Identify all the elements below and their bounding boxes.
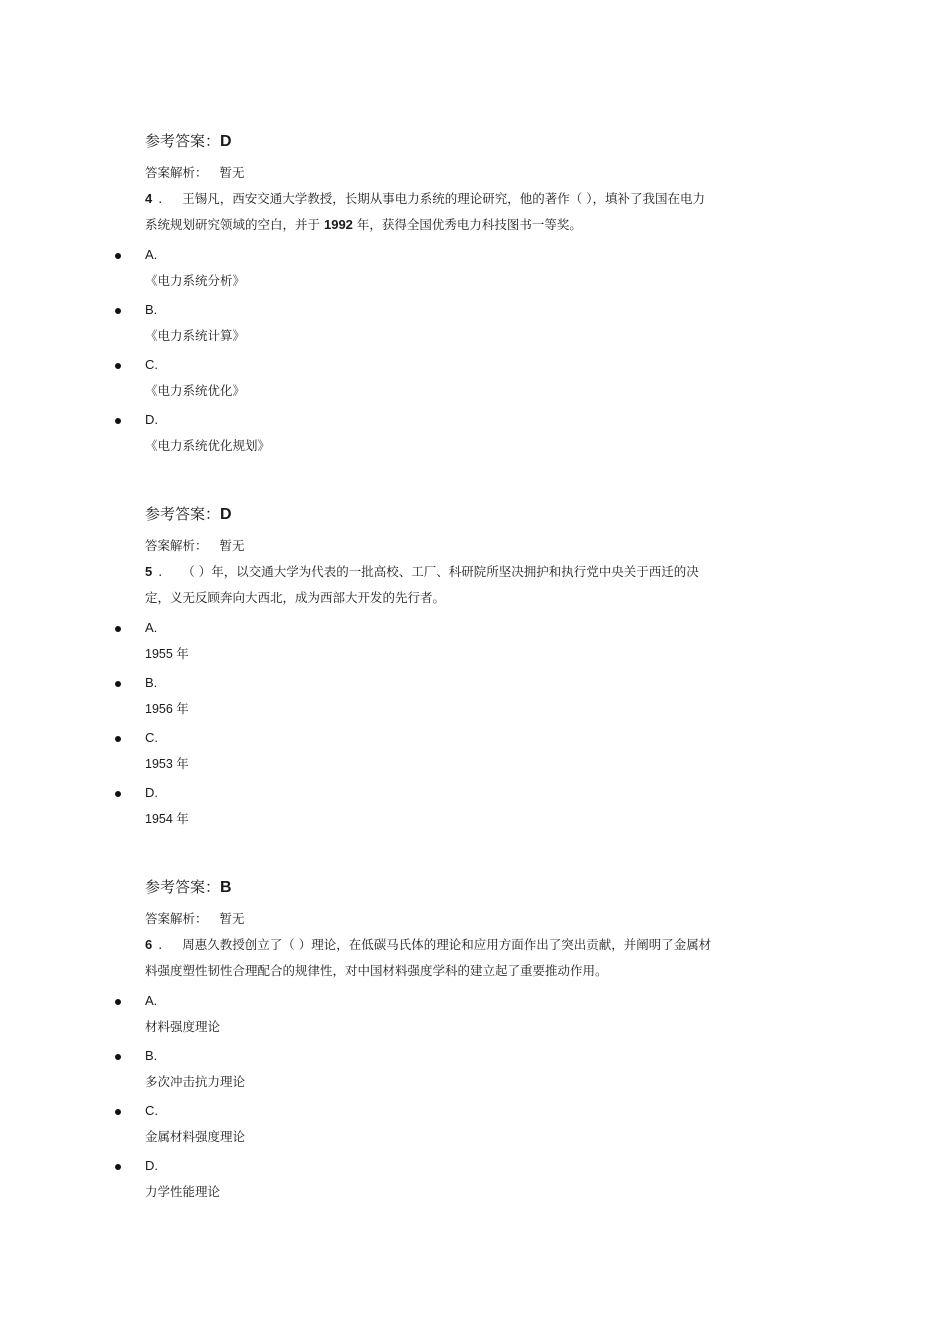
option-a[interactable] (0, 994, 950, 1049)
option-text: 《电力系统计算》 (145, 328, 246, 343)
bullet-icon (115, 791, 121, 797)
question-line-1: （ ）年，以交通大学为代表的一批高校、工厂、科研院所坚决拥护和执行党中央关于西迁的决 (182, 564, 699, 579)
question-line-1: 周惠久教授创立了（ ）理论，在低碳马氏体的理论和应用方面作出了突出贡献，并阐明了金属材 (182, 937, 712, 952)
explanation-value: 暂无 (219, 538, 245, 553)
question-number: 6 (145, 937, 153, 952)
option-letter: D. (145, 1158, 158, 1173)
option-letter: C. (145, 1103, 158, 1118)
option-text: 《电力系统优化规划》 (145, 438, 271, 453)
option-d[interactable] (0, 413, 950, 468)
bullet-icon (115, 999, 121, 1005)
option-text: 1953 年 (145, 757, 189, 771)
option-text: 《电力系统分析》 (145, 273, 246, 288)
option-a[interactable] (0, 248, 950, 303)
reference-answer-value: D (220, 506, 232, 523)
explanation-label: 答案解析： (145, 538, 208, 553)
option-c[interactable] (0, 1104, 950, 1159)
reference-answer-value: B (220, 879, 232, 896)
reference-answer-label: 参考答案： (145, 505, 221, 523)
option-d[interactable] (0, 786, 950, 841)
answer-explanation (145, 164, 245, 182)
question-line-2: 定，义无反顾奔向大西北，成为西部大开发的先行者。 (145, 590, 446, 605)
option-d[interactable] (0, 1159, 950, 1214)
bullet-icon (115, 736, 121, 742)
bullet-icon (115, 308, 121, 314)
option-c[interactable] (0, 731, 950, 786)
question-year: 1992 (323, 217, 353, 232)
option-letter: D. (145, 785, 158, 800)
reference-answer-label: 参考答案： (145, 878, 221, 896)
option-b[interactable] (0, 676, 950, 731)
answer-explanation (145, 537, 245, 555)
question-dot: . (158, 191, 163, 206)
option-b[interactable] (0, 1049, 950, 1104)
question-dot: . (158, 564, 163, 579)
option-letter: A. (145, 620, 158, 635)
question-text (145, 559, 800, 611)
option-c[interactable] (0, 358, 950, 413)
option-b[interactable] (0, 303, 950, 358)
question-line-2b: 年，获得全国优秀电力科技图书一等奖。 (352, 217, 582, 232)
bullet-icon (115, 681, 121, 687)
question-number: 5 (145, 564, 153, 579)
question-line-1: 王锡凡，西安交通大学教授，长期从事电力系统的理论研究，他的著作（ ），填补了我国在电力 (182, 191, 705, 206)
reference-answer (145, 877, 232, 898)
question-text (145, 186, 800, 238)
option-letter: C. (145, 730, 158, 745)
bullet-icon (115, 626, 121, 632)
option-letter: A. (145, 993, 158, 1008)
option-a[interactable] (0, 621, 950, 676)
option-text: 金属材料强度理论 (145, 1129, 246, 1144)
explanation-label: 答案解析： (145, 165, 208, 180)
reference-answer (145, 504, 232, 525)
option-letter: C. (145, 357, 158, 372)
option-letter: B. (145, 675, 158, 690)
bullet-icon (115, 1164, 121, 1170)
option-text: 1955 年 (145, 647, 189, 661)
reference-answer-label: 参考答案： (145, 132, 221, 150)
question-line-2a: 系统规划研究领域的空白，并于 (145, 217, 324, 232)
reference-answer (145, 131, 232, 152)
bullet-icon (115, 1109, 121, 1115)
bullet-icon (115, 418, 121, 424)
answer-explanation (145, 910, 245, 928)
explanation-value: 暂无 (219, 165, 245, 180)
explanation-value: 暂无 (219, 911, 245, 926)
bullet-icon (115, 363, 121, 369)
option-text: 材料强度理论 (145, 1019, 221, 1034)
option-text: 1954 年 (145, 812, 189, 826)
reference-answer-value: D (220, 133, 232, 150)
question-number: 4 (145, 191, 153, 206)
explanation-label: 答案解析： (145, 911, 208, 926)
option-letter: B. (145, 302, 158, 317)
option-letter: B. (145, 1048, 158, 1063)
bullet-icon (115, 1054, 121, 1060)
option-letter: A. (145, 247, 158, 262)
option-text: 《电力系统优化》 (145, 383, 246, 398)
question-text (145, 932, 800, 984)
option-text: 力学性能理论 (145, 1184, 221, 1199)
bullet-icon (115, 253, 121, 259)
question-dot: . (158, 937, 163, 952)
question-line-2: 料强度塑性韧性合理配合的规律性，对中国材料强度学科的建立起了重要推动作用。 (145, 963, 608, 978)
option-text: 多次冲击抗力理论 (145, 1074, 246, 1089)
option-text: 1956 年 (145, 702, 189, 716)
option-letter: D. (145, 412, 158, 427)
